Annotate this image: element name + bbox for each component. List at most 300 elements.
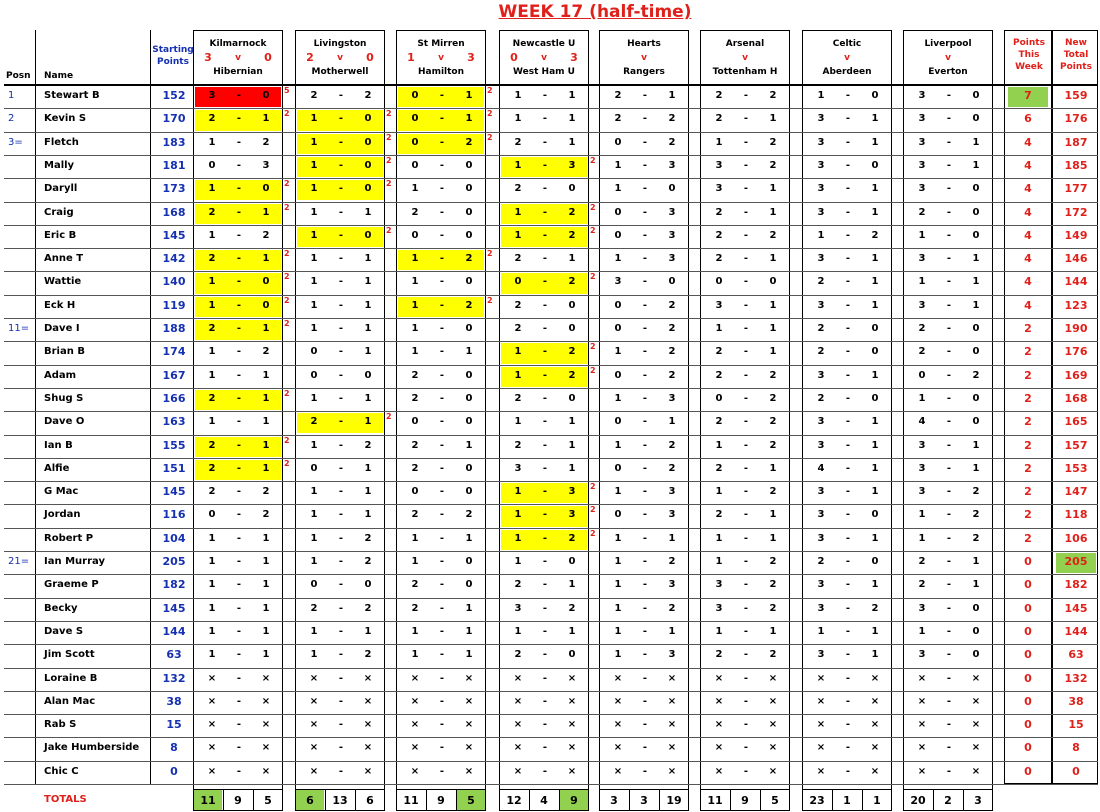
prediction-dash: - <box>642 532 648 544</box>
prediction-away: 1 <box>262 532 270 544</box>
prediction-home: × <box>714 695 724 707</box>
prediction-dash: - <box>642 90 648 101</box>
prediction-home: 0 <box>715 276 723 288</box>
prediction-points: 2 <box>487 295 493 305</box>
prediction-away: 1 <box>465 439 473 451</box>
row-name: Wattie <box>44 276 82 288</box>
posn-header: Posn <box>6 71 31 81</box>
prediction-home: 2 <box>918 556 926 567</box>
prediction-home: × <box>917 672 927 684</box>
row-name: Ian B <box>44 439 73 451</box>
prediction-points: 2 <box>284 249 290 259</box>
prediction-home: 2 <box>208 323 216 334</box>
prediction-dash: - <box>439 183 445 195</box>
row-name: Daryll <box>44 183 78 195</box>
game-away-team: Tottenham H <box>712 67 778 77</box>
prediction-home: 1 <box>310 136 318 148</box>
row-points-this-week: 2 <box>1024 438 1032 452</box>
prediction-away: 3 <box>668 392 676 404</box>
prediction-away: 1 <box>465 625 473 637</box>
prediction-dash: - <box>743 765 749 777</box>
game-home-team: St Mirren <box>417 39 465 49</box>
prediction-away: × <box>667 765 677 777</box>
prediction-home: 2 <box>310 602 318 614</box>
prediction-home: 4 <box>817 462 825 474</box>
prediction-away: 0 <box>871 392 879 404</box>
prediction-home: 1 <box>918 509 926 521</box>
prediction-home: 1 <box>208 602 216 614</box>
prediction-home: 1 <box>918 625 926 637</box>
prediction-away: 2 <box>568 346 576 358</box>
posn-divider <box>35 30 36 784</box>
prediction-home: 2 <box>715 416 723 428</box>
prediction-home: 1 <box>310 323 318 334</box>
prediction-dash: - <box>845 229 851 241</box>
prediction-away: 1 <box>871 649 879 661</box>
prediction-away: × <box>261 672 271 684</box>
prediction-home: 1 <box>514 229 522 241</box>
prediction-home: 2 <box>208 486 216 498</box>
prediction-home: × <box>207 672 217 684</box>
totals-value: 3 <box>974 794 982 807</box>
row-starting-points: 168 <box>162 205 186 219</box>
prediction-away: 0 <box>972 229 980 241</box>
prediction-home: 1 <box>208 229 216 241</box>
prediction-away: × <box>567 695 577 707</box>
prediction-away: 1 <box>769 113 777 125</box>
prediction-away: 1 <box>769 625 777 637</box>
prediction-dash: - <box>439 392 445 404</box>
prediction-home: 3 <box>918 159 926 171</box>
prediction-away: 0 <box>465 486 473 498</box>
prediction-away: 0 <box>972 183 980 195</box>
prediction-dash: - <box>845 299 851 311</box>
prediction-away: 1 <box>668 625 676 637</box>
prediction-away: 1 <box>364 206 372 218</box>
prediction-away: 2 <box>769 392 777 404</box>
prediction-away: 0 <box>568 323 576 334</box>
prediction-away: × <box>261 765 271 777</box>
row-divider <box>4 714 1098 715</box>
prediction-dash: - <box>236 369 242 381</box>
prediction-home: 2 <box>514 649 522 661</box>
prediction-away: 1 <box>262 556 270 567</box>
prediction-home: 1 <box>614 183 622 195</box>
prediction-away: 1 <box>568 625 576 637</box>
prediction-dash: - <box>642 602 648 614</box>
prediction-dash: - <box>338 742 344 754</box>
row-divider <box>4 388 1098 389</box>
prediction-dash: - <box>236 579 242 591</box>
prediction-away: 1 <box>568 439 576 451</box>
prediction-home: 0 <box>614 299 622 311</box>
prediction-home: 3 <box>817 509 825 521</box>
prediction-away: 1 <box>465 532 473 544</box>
totals-top-rule <box>193 789 283 790</box>
prediction-dash: - <box>845 159 851 171</box>
prediction-away: 1 <box>364 486 372 498</box>
prediction-away: 1 <box>972 462 980 474</box>
prediction-away: × <box>971 765 981 777</box>
prediction-dash: - <box>542 742 548 754</box>
prediction-away: 1 <box>871 579 879 591</box>
prediction-home: 1 <box>208 276 216 288</box>
prediction-home: 0 <box>208 509 216 521</box>
prediction-home: 1 <box>614 532 622 544</box>
prediction-dash: - <box>439 719 445 731</box>
row-divider <box>4 761 1098 762</box>
prediction-dash: - <box>236 90 242 101</box>
row-divider <box>4 178 1098 179</box>
prediction-away: 2 <box>364 439 372 451</box>
prediction-dash: - <box>236 765 242 777</box>
prediction-dash: - <box>946 625 952 637</box>
row-new-total: 132 <box>1064 671 1088 685</box>
prediction-away: 0 <box>972 346 980 358</box>
prediction-home: 1 <box>208 556 216 567</box>
row-starting-points: 145 <box>162 601 186 615</box>
row-name: Craig <box>44 206 74 218</box>
prediction-home: 0 <box>310 369 318 381</box>
prediction-away: 2 <box>769 602 777 614</box>
prediction-away: 1 <box>364 346 372 358</box>
row-divider <box>4 644 1098 645</box>
prediction-away: × <box>971 695 981 707</box>
prediction-dash: - <box>642 369 648 381</box>
prediction-away: 0 <box>364 369 372 381</box>
row-new-total: 118 <box>1064 508 1088 522</box>
header-bottom-rule <box>4 84 1098 86</box>
prediction-home: 3 <box>817 416 825 428</box>
prediction-dash: - <box>542 765 548 777</box>
prediction-away: 1 <box>262 602 270 614</box>
row-points-this-week: 2 <box>1024 531 1032 545</box>
prediction-home: × <box>613 672 623 684</box>
row-divider <box>4 155 1098 156</box>
prediction-dash: - <box>743 556 749 567</box>
prediction-away: 1 <box>364 392 372 404</box>
prediction-home: 1 <box>310 649 318 661</box>
row-points-this-week: 2 <box>1024 461 1032 475</box>
prediction-away: 2 <box>668 369 676 381</box>
prediction-home: 2 <box>208 113 216 125</box>
row-new-total: 159 <box>1064 89 1088 102</box>
prediction-away: 2 <box>668 602 676 614</box>
prediction-home: 0 <box>614 229 622 241</box>
prediction-home: 3 <box>715 602 723 614</box>
name-header: Name <box>44 71 74 81</box>
row-name: Alfie <box>44 462 70 474</box>
prediction-away: × <box>870 742 880 754</box>
prediction-home: 3 <box>817 206 825 218</box>
totals-top-rule <box>802 789 892 790</box>
prediction-away: 2 <box>769 136 777 148</box>
row-divider <box>4 528 1098 529</box>
prediction-home: 1 <box>208 532 216 544</box>
prediction-away: 2 <box>769 579 777 591</box>
prediction-away: 0 <box>465 229 473 241</box>
prediction-away: 1 <box>769 183 777 195</box>
prediction-away: 0 <box>465 416 473 428</box>
prediction-home: 1 <box>208 183 216 195</box>
prediction-away: × <box>667 672 677 684</box>
row-starting-points: 0 <box>170 764 178 778</box>
row-name: Brian B <box>44 346 85 358</box>
prediction-dash: - <box>542 276 548 288</box>
prediction-dash: - <box>542 416 548 428</box>
prediction-home: 1 <box>310 486 318 498</box>
prediction-away: 2 <box>568 532 576 544</box>
prediction-away: 0 <box>871 90 879 101</box>
totals-value: 11 <box>200 794 216 807</box>
prediction-dash: - <box>642 649 648 661</box>
prediction-home: 2 <box>310 90 318 101</box>
prediction-home: × <box>613 695 623 707</box>
prediction-home: 1 <box>310 439 318 451</box>
game-versus: v <box>235 53 241 63</box>
prediction-away: 0 <box>871 323 879 334</box>
prediction-away: 0 <box>364 113 372 125</box>
prediction-dash: - <box>946 346 952 358</box>
prediction-home: 3 <box>817 579 825 591</box>
row-name: Becky <box>44 602 78 614</box>
prediction-home: 0 <box>411 416 419 428</box>
prediction-home: 1 <box>310 392 318 404</box>
prediction-dash: - <box>236 742 242 754</box>
prediction-away: 1 <box>871 486 879 498</box>
prediction-points: 2 <box>284 179 290 189</box>
prediction-away: 1 <box>465 346 473 358</box>
row-starting-points: 182 <box>162 578 186 592</box>
prediction-dash: - <box>236 392 242 404</box>
game-home-team: Celtic <box>832 39 862 49</box>
row-starting-points: 155 <box>162 438 186 452</box>
prediction-home: 0 <box>411 136 419 148</box>
prediction-dash: - <box>338 672 344 684</box>
prediction-away: 2 <box>364 602 372 614</box>
row-new-total: 38 <box>1068 694 1084 708</box>
prediction-points: 2 <box>284 272 290 282</box>
prediction-away: 1 <box>364 462 372 474</box>
prediction-points: 2 <box>284 202 290 212</box>
row-divider <box>4 481 1098 482</box>
prediction-away: 1 <box>262 579 270 591</box>
prediction-home: 2 <box>715 462 723 474</box>
prediction-home: 1 <box>817 625 825 637</box>
prediction-points: 2 <box>487 249 493 259</box>
prediction-dash: - <box>845 392 851 404</box>
prediction-away: 0 <box>465 462 473 474</box>
prediction-home: × <box>714 719 724 731</box>
row-points-this-week: 2 <box>1024 345 1032 359</box>
prediction-home: 1 <box>411 183 419 195</box>
prediction-away: 2 <box>769 159 777 171</box>
prediction-dash: - <box>236 276 242 288</box>
prediction-away: 1 <box>769 299 777 311</box>
prediction-away: 0 <box>465 369 473 381</box>
prediction-away: × <box>667 719 677 731</box>
totals-value: 3 <box>640 794 648 807</box>
row-points-this-week: 0 <box>1024 624 1032 638</box>
game-home-score: 1 <box>407 51 415 64</box>
prediction-dash: - <box>946 509 952 521</box>
row-points-this-week: 2 <box>1024 508 1032 522</box>
row-points-this-week: 2 <box>1024 368 1032 382</box>
prediction-home: 0 <box>208 159 216 171</box>
prediction-home: 0 <box>918 369 926 381</box>
prediction-dash: - <box>542 346 548 358</box>
prediction-home: 3 <box>817 486 825 498</box>
prediction-dash: - <box>338 392 344 404</box>
prediction-away: × <box>567 742 577 754</box>
prediction-dash: - <box>338 323 344 334</box>
prediction-dash: - <box>542 369 548 381</box>
row-points-this-week: 0 <box>1024 694 1032 708</box>
prediction-dash: - <box>642 276 648 288</box>
prediction-away: 2 <box>262 229 270 241</box>
prediction-dash: - <box>845 113 851 125</box>
prediction-home: 2 <box>411 392 419 404</box>
prediction-away: 0 <box>364 159 372 171</box>
prediction-away: 2 <box>668 462 676 474</box>
prediction-dash: - <box>743 695 749 707</box>
prediction-dash: - <box>642 672 648 684</box>
prediction-dash: - <box>743 416 749 428</box>
totals-top-rule <box>499 789 589 790</box>
prediction-home: 0 <box>310 462 318 474</box>
prediction-away: 2 <box>465 509 473 521</box>
prediction-home: 2 <box>715 649 723 661</box>
prediction-away: 1 <box>769 532 777 544</box>
prediction-dash: - <box>236 649 242 661</box>
prediction-home: 1 <box>614 556 622 567</box>
prediction-dash: - <box>845 765 851 777</box>
prediction-away: 1 <box>262 206 270 218</box>
prediction-away: 2 <box>364 90 372 101</box>
prediction-home: 0 <box>514 276 522 288</box>
starting-points-line1: Starting <box>152 45 194 55</box>
prediction-dash: - <box>236 719 242 731</box>
prediction-home: 3 <box>817 113 825 125</box>
prediction-dash: - <box>439 90 445 101</box>
prediction-home: × <box>207 742 217 754</box>
prediction-dash: - <box>743 532 749 544</box>
prediction-away: 0 <box>568 556 576 567</box>
prediction-home: × <box>309 719 319 731</box>
prediction-home: 2 <box>715 369 723 381</box>
game-away-score: 3 <box>570 51 578 64</box>
row-points-this-week: 0 <box>1024 741 1032 755</box>
prediction-dash: - <box>542 183 548 195</box>
prediction-home: 3 <box>918 253 926 265</box>
prediction-away: 1 <box>871 532 879 544</box>
game-away-score: 0 <box>264 51 272 64</box>
prediction-away: 2 <box>364 556 372 567</box>
prediction-dash: - <box>946 742 952 754</box>
prediction-home: 1 <box>614 649 622 661</box>
prediction-dash: - <box>946 253 952 265</box>
row-points-this-week: 0 <box>1024 648 1032 662</box>
prediction-away: 0 <box>769 276 777 288</box>
prediction-home: 1 <box>208 136 216 148</box>
prediction-points: 2 <box>590 272 596 282</box>
row-points-this-week: 4 <box>1024 298 1032 312</box>
prediction-dash: - <box>642 253 648 265</box>
prediction-points: 2 <box>386 155 392 165</box>
row-new-total: 145 <box>1064 601 1088 615</box>
row-new-total: 165 <box>1064 415 1088 429</box>
prediction-points: 2 <box>386 225 392 235</box>
row-starting-points: 116 <box>162 508 186 522</box>
prediction-dash: - <box>946 649 952 661</box>
prediction-dash: - <box>338 206 344 218</box>
prediction-away: 2 <box>262 509 270 521</box>
game-versus: v <box>945 53 951 63</box>
prediction-dash: - <box>946 136 952 148</box>
prediction-home: 1 <box>715 136 723 148</box>
row-divider <box>4 271 1098 272</box>
prediction-dash: - <box>338 90 344 101</box>
prediction-home: 1 <box>514 486 522 498</box>
prediction-home: 3 <box>817 159 825 171</box>
prediction-dash: - <box>439 206 445 218</box>
prediction-dash: - <box>946 276 952 288</box>
points-this-week-line3: Week <box>1015 62 1043 72</box>
prediction-dash: - <box>542 486 548 498</box>
prediction-home: 1 <box>208 625 216 637</box>
prediction-away: 1 <box>972 136 980 148</box>
row-starting-points: 163 <box>162 415 186 429</box>
prediction-dash: - <box>236 346 242 358</box>
prediction-dash: - <box>845 276 851 288</box>
row-new-total: 187 <box>1064 135 1088 149</box>
row-new-total: 157 <box>1064 438 1088 452</box>
prediction-dash: - <box>642 695 648 707</box>
prediction-dash: - <box>642 299 648 311</box>
totals-value: 9 <box>570 794 578 807</box>
prediction-dash: - <box>236 556 242 567</box>
prediction-dash: - <box>946 556 952 567</box>
prediction-home: × <box>714 765 724 777</box>
row-position: 1 <box>8 90 15 101</box>
prediction-dash: - <box>946 579 952 591</box>
prediction-home: 2 <box>715 253 723 265</box>
new-total-line1: New <box>1065 38 1087 48</box>
row-starting-points: 15 <box>166 718 182 732</box>
totals-value: 9 <box>437 794 445 807</box>
prediction-home: 0 <box>614 369 622 381</box>
row-new-total: 176 <box>1064 345 1088 359</box>
prediction-home: 1 <box>715 625 723 637</box>
prediction-dash: - <box>642 719 648 731</box>
row-starting-points: 151 <box>162 461 186 475</box>
prediction-away: × <box>363 742 373 754</box>
game-home-team: Hearts <box>627 39 661 49</box>
prediction-away: 0 <box>972 602 980 614</box>
prediction-home: 2 <box>715 509 723 521</box>
totals-top-rule <box>396 789 486 790</box>
row-divider <box>4 574 1098 575</box>
prediction-dash: - <box>542 229 548 241</box>
prediction-dash: - <box>439 346 445 358</box>
prediction-home: × <box>816 719 826 731</box>
prediction-dash: - <box>236 299 242 311</box>
prediction-away: 2 <box>769 486 777 498</box>
row-divider <box>4 202 1098 203</box>
prediction-home: × <box>207 695 217 707</box>
row-points-this-week: 2 <box>1024 322 1032 335</box>
prediction-home: 2 <box>411 602 419 614</box>
